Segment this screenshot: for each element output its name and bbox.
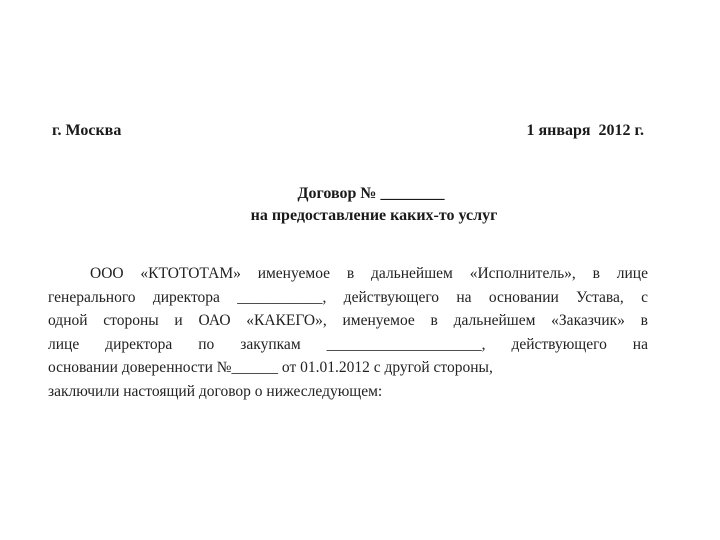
city-label: г. Москва (52, 122, 122, 139)
contract-title-number: Договор № ________ (297, 185, 445, 202)
preamble-line: основании доверенности №______ от 01.01.2012 с другой стороны, (48, 359, 493, 376)
document-header (52, 122, 644, 144)
preamble-line: лице директора по закупкам ____________________, действующего на (48, 335, 648, 353)
contract-preamble (48, 262, 648, 403)
preamble-line: ООО «КТОТОТАМ» именуемое в дальнейшем «Исполнитель», в лице (90, 265, 648, 282)
date-label: 1 января 2012 г. (526, 122, 644, 139)
preamble-line: генерального директора ___________, действующего на основании Устава, с (48, 288, 648, 306)
contract-title-subject: на предоставление каких-то услуг (250, 207, 498, 224)
preamble-line: одной стороны и ОАО «КАКЕГО», именуемое в дальнейшем «Заказчик» в (48, 312, 648, 329)
preamble-line: заключили настоящий договор о нижеследующем: (48, 382, 383, 400)
contract-title (0, 183, 720, 227)
